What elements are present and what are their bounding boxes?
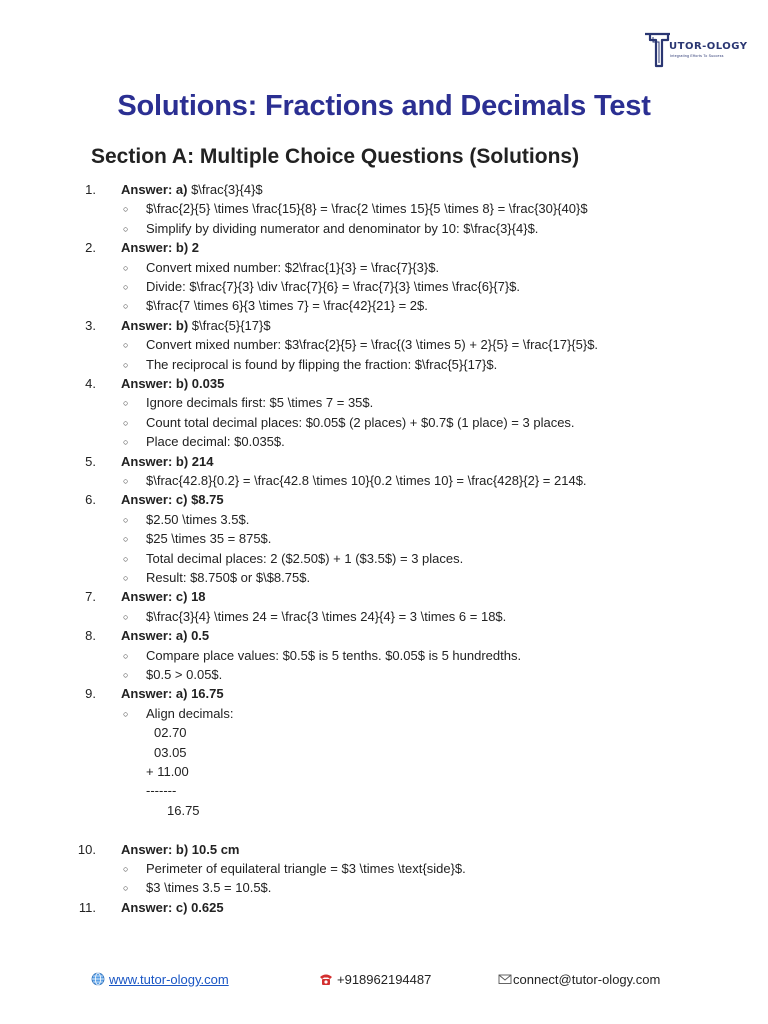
bullet-icon: ○ (123, 553, 129, 564)
step-text: $25 \times 35 = 875$. (146, 531, 272, 547)
bullet-icon: ○ (123, 223, 129, 234)
working-text: 03.05 (154, 744, 187, 760)
telephone-icon (319, 972, 333, 986)
email-address: connect@tutor-ology.com (513, 972, 661, 987)
bullet-icon: ○ (123, 398, 129, 409)
bullet-icon: ○ (123, 883, 129, 894)
item-number: 7. (85, 589, 96, 605)
bullet-icon: ○ (123, 417, 129, 428)
website-link[interactable]: www.tutor-ology.com (109, 972, 229, 987)
item-number: 10. (77, 841, 96, 857)
answer-label: Answer: c) 0.625 (121, 899, 224, 915)
step-text: The reciprocal is found by flipping the fraction: $\frac{5}{17}$. (146, 356, 498, 372)
step-text: Align decimals: (146, 705, 234, 721)
phone-number: +918962194487 (337, 972, 432, 987)
step-text: Ignore decimals first: $5 \times 7 = 35$. (146, 395, 374, 411)
item-number: 2. (85, 240, 96, 256)
item-number: 5. (85, 453, 96, 469)
answer-label: Answer: b) 2 (121, 240, 200, 256)
step-text: $\frac{7 \times 6}{3 \times 7} = \frac{42}{21} = 2$. (146, 298, 428, 314)
envelope-icon (498, 972, 512, 986)
step-text: Compare place values: $0.5$ is 5 tenths. $0.05$ is 5 hundredths. (146, 647, 522, 663)
bullet-icon: ○ (123, 650, 129, 661)
working-text: 16.75 (167, 802, 200, 818)
answer-label: Answer: b) 214 (121, 453, 214, 469)
bullet-icon: ○ (123, 282, 129, 292)
logo-tagline: Integrating Efforts To Success (670, 54, 724, 58)
item-number: 4. (85, 376, 96, 391)
bullet-icon: ○ (123, 864, 129, 874)
step-text: $\frac{2}{5} \times \frac{15}{8} = \frac{2 \times 15}{5 \times 8} = \frac{30}{40}$ (146, 201, 588, 217)
bullet-icon: ○ (123, 573, 129, 583)
step-text: Divide: $\frac{7}{3} \div \frac{7}{6} = \frac{7}{3} \times \frac{6}{7}$. (146, 279, 521, 294)
brand-logo (642, 30, 748, 70)
item-number: 8. (85, 628, 96, 644)
step-text: Total decimal places: 2 ($2.50$) + 1 ($3.5$) = 3 places. (146, 550, 464, 566)
step-text: Result: $8.750$ or $\$8.75$. (146, 570, 311, 585)
footer-email (498, 972, 660, 987)
bullet-icon: ○ (123, 670, 129, 680)
step-text: Convert mixed number: $2\frac{1}{3} = \frac{7}{3}$. (146, 259, 440, 275)
bullet-icon: ○ (123, 514, 129, 525)
item-number: 6. (85, 492, 96, 508)
globe-icon (91, 972, 105, 986)
working-text: 02.70 (154, 725, 187, 741)
bullet-icon: ○ (123, 476, 129, 486)
step-text: $\frac{3}{4} \times 24 = \frac{3 \times 24}{4} = 3 \times 6 = 18$. (146, 608, 507, 624)
step-text: $2.50 \times 3.5$. (146, 511, 250, 527)
item-number: 1. (85, 182, 96, 197)
answer-value: $\frac{5}{17}$ (188, 317, 271, 333)
answer-label: Answer: b) 10.5 cm (121, 841, 240, 857)
answer-label: Answer: a) 0.5 (121, 628, 210, 644)
step-text: Count total decimal places: $0.05$ (2 places) + $0.7$ (1 place) = 3 places. (146, 414, 575, 430)
bullet-icon: ○ (123, 340, 129, 351)
bullet-icon: ○ (123, 262, 129, 273)
bullet-icon: ○ (123, 359, 129, 370)
footer-phone (319, 972, 431, 987)
logo-text: UTOR-OLOGY (669, 41, 748, 52)
step-text: Place decimal: $0.035$. (146, 434, 285, 450)
section-heading: Section A: Multiple Choice Questions (Solutions) (91, 145, 580, 168)
answer-label: Answer: a) 16.75 (121, 686, 224, 702)
step-text: Simplify by dividing numerator and denominator by 10: $\frac{3}{4}$. (146, 220, 539, 236)
bullet-icon: ○ (123, 204, 129, 215)
answer-label: Answer: a) (121, 182, 188, 197)
step-text: Perimeter of equilateral triangle = $3 \times \text{side}$. (146, 861, 466, 876)
footer-website (91, 972, 229, 987)
bullet-icon: ○ (123, 437, 129, 448)
step-text: Convert mixed number: $3\frac{2}{5} = \frac{(3 \times 5) + 2}{5} = \frac{17}{5}$. (146, 337, 599, 353)
page-title: Solutions: Fractions and Decimals Test (117, 90, 651, 122)
answer-label: Answer: b) (121, 317, 189, 333)
answer-label: Answer: c) 18 (121, 589, 206, 605)
item-number: 11. (78, 899, 96, 915)
item-number: 3. (85, 317, 96, 333)
bullet-icon: ○ (123, 301, 129, 312)
bullet-icon: ○ (123, 611, 129, 622)
answer-label: Answer: c) $8.75 (121, 492, 224, 508)
bullet-icon: ○ (123, 534, 129, 545)
footer (0, 970, 768, 992)
item-number: 9. (85, 686, 96, 702)
step-text: $0.5 > 0.05$. (146, 667, 223, 682)
step-text: $\frac{42.8}{0.2} = \frac{42.8 \times 10}{0.2 \times 10} = \frac{428}{2} = 214$. (146, 473, 587, 488)
answer-label: Answer: b) 0.035 (121, 376, 225, 391)
step-text: $3 \times 3.5 = 10.5$. (146, 880, 272, 896)
working-text: + 11.00 (146, 764, 189, 779)
bullet-icon: ○ (123, 708, 129, 719)
working-text: ------- (146, 783, 177, 799)
answer-value: $\frac{3}{4}$ (187, 182, 263, 197)
